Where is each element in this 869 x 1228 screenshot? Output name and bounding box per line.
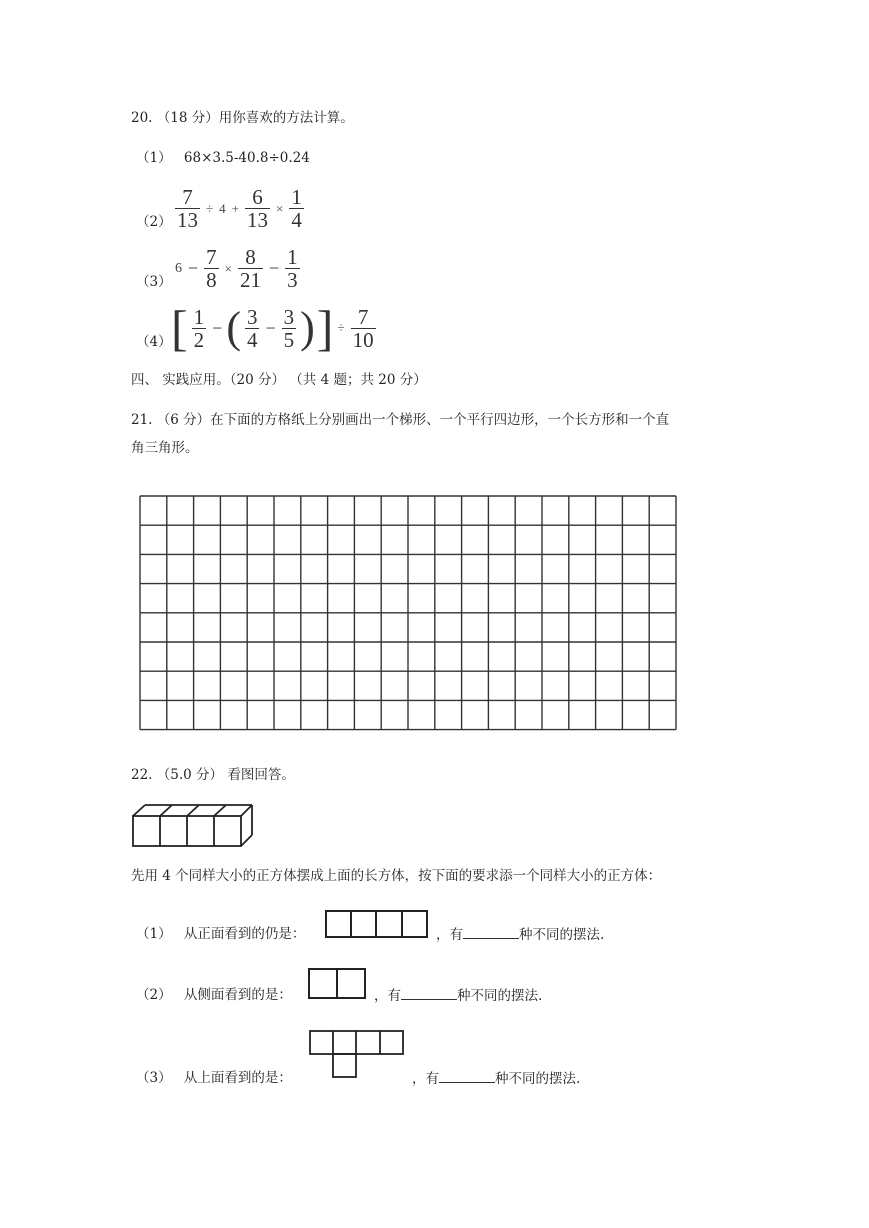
q22-part1-label: （1） (136, 926, 172, 942)
numerator: 1 (291, 185, 302, 209)
answer-blank-2[interactable] (401, 985, 457, 1000)
operator: + (231, 200, 239, 216)
q21-line2: 角三角形。 (131, 440, 199, 456)
operator: ÷ (206, 200, 214, 216)
fraction (204, 246, 219, 291)
denominator: 10 (352, 327, 374, 352)
answer-prefix: ，有 (374, 988, 401, 1004)
q20-part1 (136, 148, 310, 168)
fraction (245, 186, 270, 231)
numerator: 6 (252, 185, 263, 209)
operator: × (275, 200, 284, 216)
front-view-icon (325, 910, 429, 940)
square-grid-icon (140, 496, 680, 732)
operator: − (212, 317, 223, 338)
q22-instruction: 先用 4 个同样大小的正方体摆成上面的长方体，按下面的要求添一个同样大小的正方体： (131, 868, 662, 884)
operator: − (269, 258, 280, 278)
q21-line1: 21. （6 分）在下面的方格纸上分别画出一个梯形、一个平行四边形，一个长方形和一个直 (131, 412, 670, 428)
numerator: 8 (245, 245, 256, 269)
answer-suffix: 种不同的摆法. (457, 988, 543, 1004)
top-view-icon (309, 1030, 405, 1080)
q20-title: 20. （18 分）用你喜欢的方法计算。 (131, 110, 354, 126)
operator: × (224, 260, 232, 276)
q20-part1-label: （1） (136, 150, 172, 166)
numerator: 3 (246, 304, 258, 329)
fraction (289, 186, 304, 231)
operator: − (188, 258, 199, 278)
answer-blank-1[interactable] (463, 924, 519, 939)
operator: ÷ (337, 320, 345, 335)
q22-part2-lead (136, 985, 292, 1005)
left-paren: ( (226, 303, 241, 352)
q22-part1-answer (436, 924, 604, 945)
q20-part2-label: （2） (136, 214, 172, 230)
numerator: 7 (206, 245, 217, 269)
q22-part3-lead (136, 1068, 292, 1088)
q22-part2-answer (374, 985, 542, 1006)
denominator: 2 (193, 327, 205, 352)
q20-part4-expression (170, 300, 379, 356)
right-bracket: ] (316, 300, 334, 356)
q20-part4-label: （4） (136, 334, 172, 350)
denominator: 4 (246, 327, 258, 352)
left-bracket: [ (171, 300, 188, 356)
q22-title: 22. （5.0 分） 看图回答。 (131, 767, 295, 783)
q22-part3-text: 从上面看到的是： (183, 1070, 292, 1086)
operator: − (265, 317, 276, 338)
q20-part3-expression (172, 246, 303, 291)
q20-part3-label: （3） (136, 274, 172, 290)
section4-title: 四、 实践应用。（20 分） （共 4 题；共 20 分） (131, 372, 427, 388)
q22-part1-lead (136, 924, 305, 944)
q22-part3-answer (412, 1068, 580, 1089)
denominator: 13 (246, 208, 268, 232)
answer-blank-3[interactable] (439, 1068, 495, 1083)
side-view-icon (308, 968, 368, 1002)
fraction (282, 306, 297, 351)
q22-part3-label: （3） (136, 1070, 172, 1086)
answer-suffix: 种不同的摆法. (495, 1071, 581, 1087)
denominator: 21 (240, 268, 261, 292)
numerator: 1 (193, 304, 205, 329)
q20-part1-expression: 68×3.5-40.8÷0.24 (183, 150, 310, 166)
fraction (238, 246, 263, 291)
numerator: 7 (182, 185, 193, 209)
q20-part2-expression (172, 186, 307, 231)
denominator: 5 (283, 327, 295, 352)
fraction (245, 306, 260, 351)
integer: 6 (175, 260, 182, 276)
integer: 4 (219, 200, 226, 216)
four-cube-cuboid-icon (132, 804, 254, 848)
denominator: 4 (291, 208, 302, 232)
q22-part1-text: 从正面看到的仍是： (183, 926, 306, 942)
answer-prefix: ，有 (412, 1071, 439, 1087)
denominator: 3 (287, 268, 298, 292)
numerator: 3 (283, 304, 295, 329)
fraction (192, 306, 207, 351)
fraction (175, 186, 200, 231)
numerator: 1 (287, 245, 298, 269)
fraction (285, 246, 300, 291)
q22-part2-text: 从侧面看到的是： (183, 987, 292, 1003)
fraction (351, 306, 376, 351)
q22-part2-label: （2） (136, 987, 172, 1003)
answer-suffix: 种不同的摆法. (519, 927, 605, 943)
denominator: 13 (177, 208, 198, 232)
right-paren: ) (300, 303, 315, 352)
answer-prefix: ，有 (436, 927, 463, 943)
numerator: 7 (357, 304, 369, 329)
denominator: 8 (206, 268, 217, 292)
